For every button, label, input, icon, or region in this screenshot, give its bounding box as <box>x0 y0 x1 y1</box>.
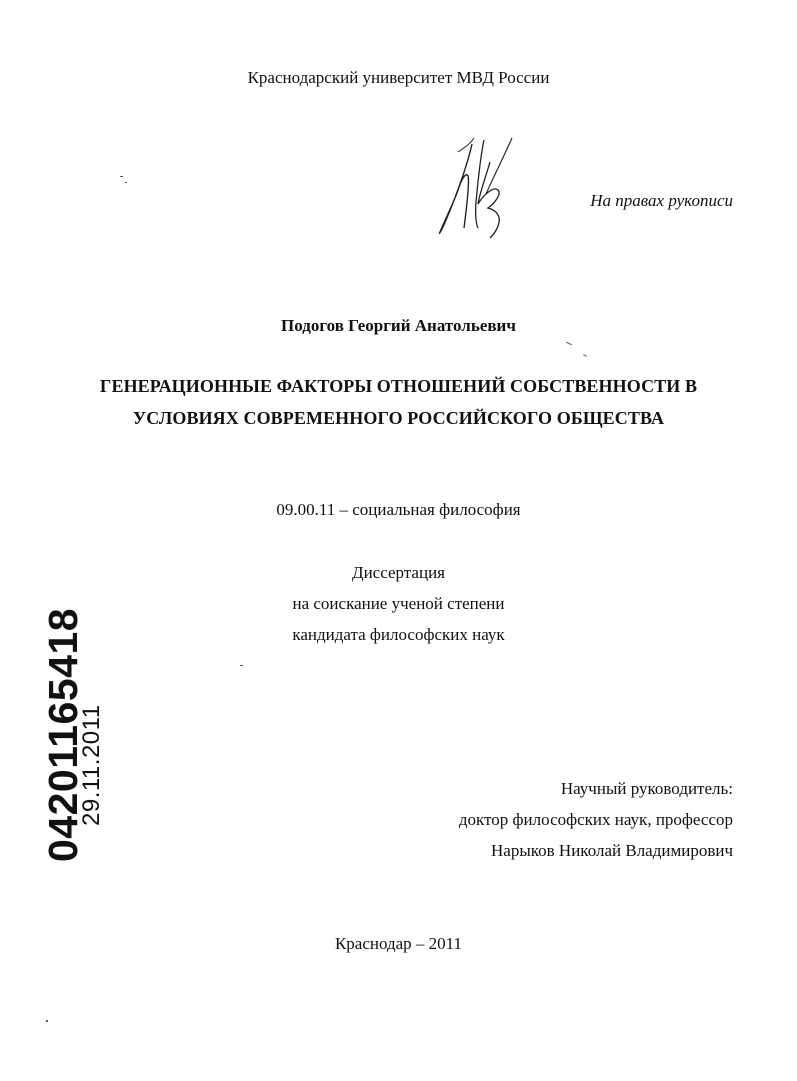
dissertation-title-line-1: ГЕНЕРАЦИОННЫЕ ФАКТОРЫ ОТНОШЕНИЙ СОБСТВЕННОСТИ В <box>99 376 698 396</box>
specialty-code: 09.00.11 – социальная философия <box>276 500 521 519</box>
supervisor-title: доктор философских наук, профессор <box>458 810 733 829</box>
manuscript-rights-note: На правах рукописи <box>590 191 733 210</box>
institution-name: Краснодарский университет МВД России <box>247 68 550 87</box>
author-name: Подогов Георгий Анатольевич <box>281 316 516 335</box>
scan-speck <box>120 176 123 177</box>
scan-speck <box>583 354 587 357</box>
degree-line-3: кандидата философских наук <box>292 625 505 644</box>
scan-speck <box>125 182 127 183</box>
dissertation-title-line-2: УСЛОВИЯХ СОВРЕМЕННОГО РОССИЙСКОГО ОБЩЕСТВА <box>132 408 665 428</box>
degree-line-1: Диссертация <box>351 563 445 582</box>
scan-speck <box>566 342 572 345</box>
place-and-year: Краснодар – 2011 <box>334 934 463 953</box>
scan-speck <box>46 1020 48 1022</box>
scan-speck <box>240 665 243 666</box>
degree-line-2: на соискание ученой степени <box>292 594 505 613</box>
library-stamp-number: 04201165418 <box>40 607 86 862</box>
handwritten-signature <box>428 132 528 242</box>
supervisor-label: Научный руководитель: <box>560 779 733 798</box>
library-stamp-date: 29.11.2011 <box>78 704 105 826</box>
supervisor-name: Нарыков Николай Владимирович <box>491 841 733 860</box>
